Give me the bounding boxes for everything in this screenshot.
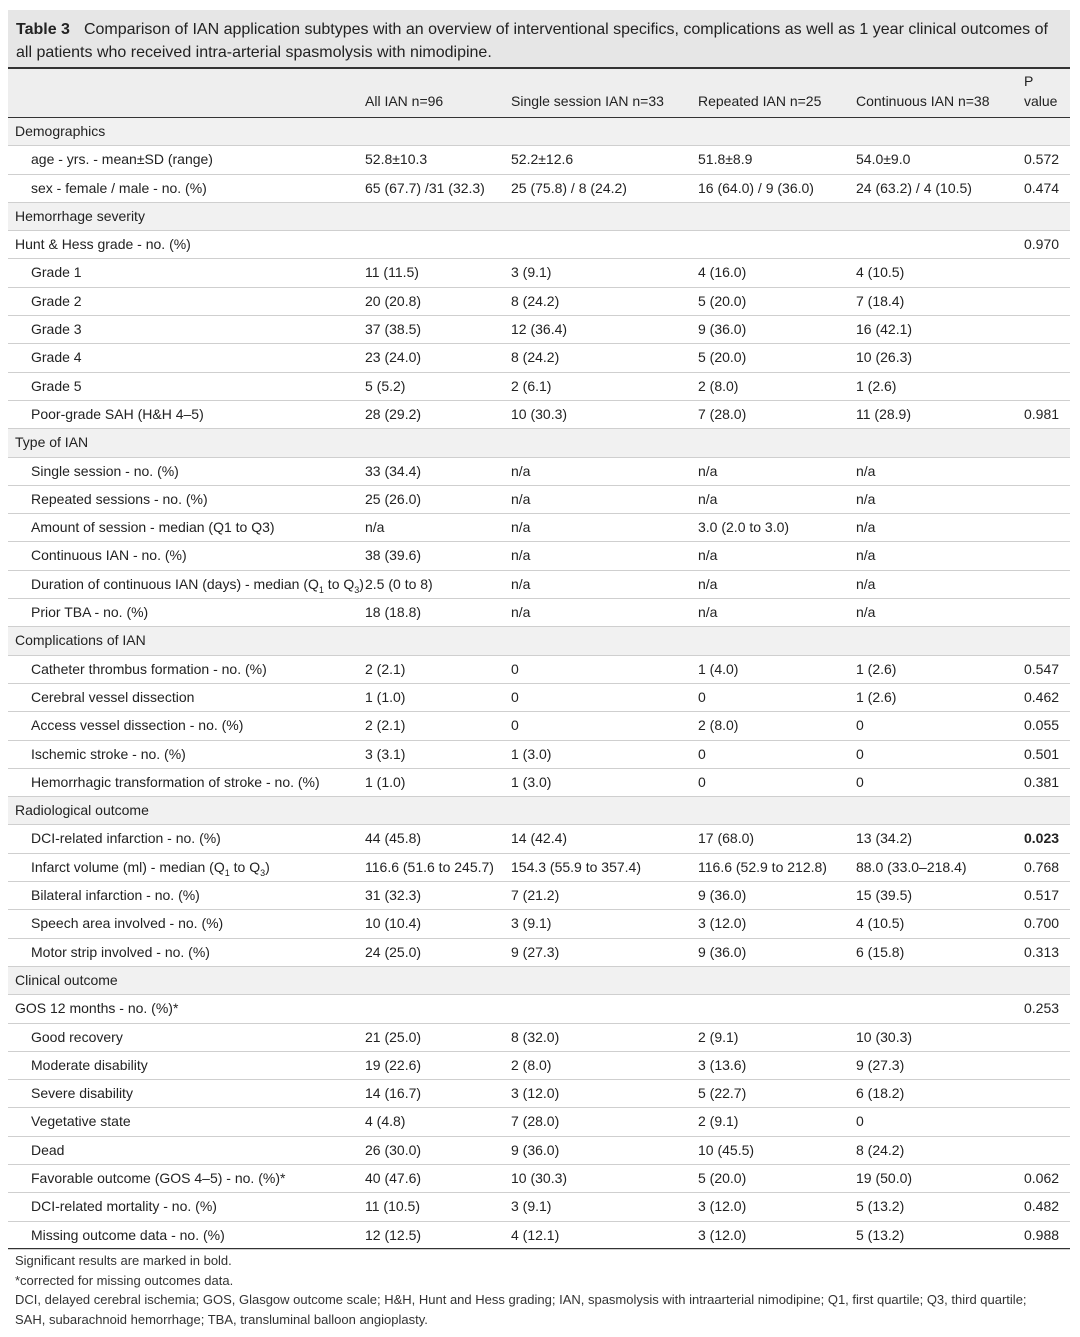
value-cell: 3 (9.1) (511, 1198, 552, 1215)
value-cell: 2 (8.0) (511, 1056, 552, 1073)
row-label (31, 576, 364, 595)
table-row (8, 146, 1070, 174)
header-continuous: Continuous IAN n=38 (856, 93, 990, 109)
label-part: ) (359, 575, 364, 592)
row-label: Cerebral vessel dissection (31, 688, 195, 705)
label-part: ) (265, 858, 270, 875)
row-label: Good recovery (31, 1028, 123, 1045)
section-row (8, 627, 1070, 655)
value-cell: 2 (2.1) (365, 717, 406, 734)
row-label: Hemorrhagic transformation of stroke - no. (%) (31, 773, 320, 790)
value-cell: 14 (16.7) (365, 1085, 422, 1102)
table-row (8, 175, 1070, 203)
value-cell: 1 (3.0) (511, 745, 552, 762)
row-label: GOS 12 months - no. (%)* (15, 1000, 179, 1017)
value-cell: 21 (25.0) (365, 1028, 422, 1045)
table-row (8, 288, 1070, 316)
value-cell: 2 (9.1) (698, 1028, 739, 1045)
section-row (8, 118, 1070, 146)
row-label: Speech area involved - no. (%) (31, 915, 224, 932)
section-label: Type of IAN (15, 434, 89, 451)
header-value: value (1024, 93, 1058, 109)
value-cell: n/a (856, 462, 876, 479)
value-cell: 116.6 (51.6 to 245.7) (365, 858, 494, 875)
table-row (8, 514, 1070, 542)
table-row (8, 1222, 1070, 1250)
label-part: to Q (229, 858, 261, 875)
footnote-abbreviations: DCI, delayed cerebral ischemia; GOS, Glasgow outcome scale; H&H, Hunt and Hess grading; IAN, spasmolysis with intraarterial nimodipine; Q1, first quartile; Q3, third quartile; (15, 1292, 1027, 1307)
section-label: Demographics (15, 123, 106, 139)
p-value-cell: 0.768 (1024, 858, 1060, 875)
value-cell: 24 (63.2) / 4 (10.5) (856, 179, 972, 196)
table-row (8, 684, 1070, 712)
value-cell: 10 (30.3) (511, 405, 568, 422)
section-label: Clinical outcome (15, 971, 118, 988)
value-cell: 1 (2.6) (856, 688, 897, 705)
header-repeated: Repeated IAN n=25 (698, 93, 822, 109)
table-row (8, 825, 1070, 853)
value-cell: 20 (20.8) (365, 292, 422, 309)
row-label: Grade 4 (31, 349, 82, 366)
table-row (8, 231, 1070, 259)
value-cell: 11 (10.5) (365, 1198, 420, 1215)
value-cell: 25 (26.0) (365, 490, 422, 507)
table-row (8, 712, 1070, 740)
value-cell: 1 (1.0) (365, 773, 406, 790)
table-row (8, 1193, 1070, 1221)
value-cell: n/a (698, 547, 718, 564)
row-label: Continuous IAN - no. (%) (31, 547, 187, 564)
p-value-cell: 0.055 (1024, 717, 1060, 734)
value-cell: 2.5 (0 to 8) (365, 575, 433, 592)
value-cell: 2 (8.0) (698, 377, 739, 394)
p-value-cell: 0.501 (1024, 745, 1060, 762)
table-label: Table 3 (16, 21, 70, 38)
row-label: sex - female / male - no. (%) (31, 179, 207, 196)
row-label: DCI-related mortality - no. (%) (31, 1198, 217, 1215)
value-cell: 10 (10.4) (365, 915, 422, 932)
value-cell: 0 (698, 745, 706, 762)
value-cell: 14 (42.4) (511, 830, 568, 847)
footnote-bold: Significant results are marked in bold. (15, 1253, 232, 1268)
p-value-cell: 0.572 (1024, 151, 1060, 168)
row-label: Favorable outcome (GOS 4–5) - no. (%)* (31, 1169, 286, 1186)
value-cell: 3 (13.6) (698, 1056, 747, 1073)
row-label: Hunt & Hess grade - no. (%) (15, 236, 191, 253)
value-cell: 11 (11.5) (365, 264, 419, 281)
value-cell: 51.8±8.9 (698, 151, 753, 168)
label-part: 1 (224, 867, 230, 878)
value-cell: 10 (30.3) (511, 1169, 568, 1186)
value-cell: 15 (39.5) (856, 887, 913, 904)
label-part: 3 (260, 867, 266, 878)
label-part: 3 (354, 584, 360, 595)
value-cell: 11 (28.9) (856, 405, 911, 422)
row-label: Repeated sessions - no. (%) (31, 490, 208, 507)
row-label: Poor-grade SAH (H&H 4–5) (31, 405, 204, 422)
value-cell: 8 (24.2) (856, 1141, 905, 1158)
value-cell: 0 (511, 660, 519, 677)
header-all-ian: All IAN n=96 (365, 93, 444, 109)
table-row (8, 656, 1070, 684)
value-cell: 9 (36.0) (698, 321, 747, 338)
value-cell: 10 (30.3) (856, 1028, 913, 1045)
value-cell: 3 (3.1) (365, 745, 406, 762)
value-cell: 3 (12.0) (698, 1226, 747, 1243)
section-label: Hemorrhage severity (15, 207, 145, 224)
row-label: DCI-related infarction - no. (%) (31, 830, 221, 847)
table-row (8, 599, 1070, 627)
value-cell: 13 (34.2) (856, 830, 913, 847)
p-value-cell: 0.981 (1024, 405, 1060, 422)
p-value-cell: 0.023 (1024, 830, 1060, 847)
row-label: age - yrs. - mean±SD (range) (31, 151, 213, 168)
value-cell: 2 (8.0) (698, 717, 739, 734)
value-cell: 23 (24.0) (365, 349, 422, 366)
value-cell: 3 (12.0) (698, 1198, 747, 1215)
footnote-abbreviations-2: SAH, subarachnoid hemorrhage; TBA, transluminal balloon angioplasty. (15, 1311, 428, 1327)
value-cell: 3 (9.1) (511, 264, 552, 281)
value-cell: 26 (30.0) (365, 1141, 422, 1158)
p-value-cell: 0.462 (1024, 688, 1060, 705)
value-cell: 19 (22.6) (365, 1056, 422, 1073)
table-row (8, 458, 1070, 486)
value-cell: 17 (68.0) (698, 830, 755, 847)
value-cell: 8 (32.0) (511, 1028, 560, 1045)
section-label: Radiological outcome (15, 802, 149, 819)
value-cell: 10 (26.3) (856, 349, 913, 366)
value-cell: 3.0 (2.0 to 3.0) (698, 519, 790, 536)
p-value-cell: 0.381 (1024, 773, 1060, 790)
value-cell: 2 (9.1) (698, 1113, 739, 1130)
table-row (8, 571, 1070, 599)
bottom-rule (8, 1248, 1070, 1249)
row-label: Catheter thrombus formation - no. (%) (31, 660, 267, 677)
value-cell: 54.0±9.0 (856, 151, 911, 168)
row-label: Single session - no. (%) (31, 462, 179, 479)
value-cell: 9 (27.3) (511, 943, 560, 960)
value-cell: 24 (25.0) (365, 943, 422, 960)
table-row (8, 939, 1070, 967)
value-cell: 154.3 (55.9 to 357.4) (511, 858, 641, 875)
value-cell: 5 (13.2) (856, 1226, 905, 1243)
value-cell: 16 (64.0) / 9 (36.0) (698, 179, 814, 196)
value-cell: 65 (67.7) /31 (32.3) (365, 179, 485, 196)
section-row (8, 797, 1070, 825)
value-cell: 52.2±12.6 (511, 151, 574, 168)
section-row (8, 203, 1070, 231)
p-value-cell: 0.062 (1024, 1169, 1060, 1186)
value-cell: 5 (20.0) (698, 292, 747, 309)
p-value-cell: 0.474 (1024, 179, 1060, 196)
value-cell: n/a (698, 462, 718, 479)
value-cell: 2 (2.1) (365, 660, 406, 677)
value-cell: 4 (12.1) (511, 1226, 560, 1243)
row-label: Severe disability (31, 1085, 133, 1102)
value-cell: 7 (28.0) (511, 1113, 560, 1130)
value-cell: 0 (856, 1113, 864, 1130)
value-cell: 31 (32.3) (365, 887, 422, 904)
value-cell: 9 (36.0) (698, 887, 747, 904)
p-value-cell: 0.700 (1024, 915, 1060, 932)
value-cell: 10 (45.5) (698, 1141, 755, 1158)
table-row (8, 542, 1070, 570)
row-label: Grade 3 (31, 321, 82, 338)
row-label: Motor strip involved - no. (%) (31, 943, 210, 960)
label-part: to Q (323, 575, 355, 592)
table-row (8, 1080, 1070, 1108)
value-cell: 0 (511, 717, 519, 734)
label-part: Duration of continuous IAN (days) - median (Q (31, 575, 319, 592)
p-value-cell: 0.482 (1024, 1198, 1060, 1215)
value-cell: 0 (856, 717, 864, 734)
value-cell: 5 (22.7) (698, 1085, 747, 1102)
table-row (8, 373, 1070, 401)
value-cell: 88.0 (33.0–218.4) (856, 858, 967, 875)
value-cell: 5 (20.0) (698, 349, 747, 366)
header-single-session: Single session IAN n=33 (511, 93, 664, 109)
table-footnotes (15, 1251, 1065, 1329)
value-cell: 19 (50.0) (856, 1169, 913, 1186)
row-label: Access vessel dissection - no. (%) (31, 717, 244, 734)
table-row (8, 741, 1070, 769)
value-cell: n/a (511, 462, 531, 479)
table-row (8, 854, 1070, 882)
value-cell: 5 (13.2) (856, 1198, 905, 1215)
table-header (8, 69, 1070, 117)
section-row (8, 429, 1070, 457)
value-cell: 38 (39.6) (365, 547, 422, 564)
row-label: Grade 1 (31, 264, 82, 281)
value-cell: n/a (856, 519, 876, 536)
value-cell: n/a (511, 604, 531, 621)
value-cell: n/a (511, 575, 531, 592)
value-cell: 7 (18.4) (856, 292, 905, 309)
p-value-cell: 0.547 (1024, 660, 1060, 677)
p-value-cell: 0.253 (1024, 1000, 1060, 1017)
value-cell: 16 (42.1) (856, 321, 913, 338)
value-cell: 12 (36.4) (511, 321, 568, 338)
table-row (8, 1024, 1070, 1052)
row-label: Vegetative state (31, 1113, 131, 1130)
table-row (8, 1108, 1070, 1136)
value-cell: 8 (24.2) (511, 292, 560, 309)
value-cell: 9 (36.0) (511, 1141, 560, 1158)
label-part: Infarct volume (ml) - median (Q (31, 858, 225, 875)
p-value-cell: 0.517 (1024, 887, 1060, 904)
table-row (8, 1165, 1070, 1193)
value-cell: 52.8±10.3 (365, 151, 428, 168)
row-label: Moderate disability (31, 1056, 148, 1073)
table-row (8, 769, 1070, 797)
value-cell: n/a (856, 490, 876, 507)
value-cell: 116.6 (52.9 to 212.8) (698, 858, 827, 875)
label-part: 1 (318, 584, 324, 595)
value-cell: 1 (3.0) (511, 773, 552, 790)
header-p: P (1024, 73, 1034, 89)
table-row (8, 882, 1070, 910)
p-value-cell: 0.313 (1024, 943, 1060, 960)
p-value-cell: 0.988 (1024, 1226, 1060, 1243)
value-cell: 0 (856, 773, 864, 790)
value-cell: n/a (511, 490, 531, 507)
table-row (8, 1052, 1070, 1080)
value-cell: 0 (856, 745, 864, 762)
value-cell: 1 (2.6) (856, 660, 897, 677)
value-cell: n/a (365, 519, 385, 536)
value-cell: 6 (15.8) (856, 943, 905, 960)
row-label: Prior TBA - no. (%) (31, 604, 149, 621)
row-label: Dead (31, 1141, 65, 1158)
row-label: Grade 2 (31, 292, 82, 309)
table-caption (8, 10, 1070, 67)
value-cell: 2 (6.1) (511, 377, 552, 394)
table-row (8, 1137, 1070, 1165)
table-row (8, 316, 1070, 344)
footnote-asterisk: *corrected for missing outcomes data. (15, 1272, 234, 1288)
table-row (8, 259, 1070, 287)
value-cell: 37 (38.5) (365, 321, 422, 338)
value-cell: n/a (511, 547, 531, 564)
value-cell: n/a (856, 547, 876, 564)
value-cell: 6 (18.2) (856, 1085, 905, 1102)
value-cell: 3 (12.0) (511, 1085, 560, 1102)
value-cell: 9 (27.3) (856, 1056, 905, 1073)
row-label (31, 859, 270, 878)
value-cell: 18 (18.8) (365, 604, 422, 621)
value-cell: 3 (12.0) (698, 915, 747, 932)
value-cell: 1 (1.0) (365, 688, 406, 705)
value-cell: 0 (698, 688, 706, 705)
value-cell: 4 (4.8) (365, 1113, 406, 1130)
value-cell: 33 (34.4) (365, 462, 422, 479)
value-cell: 4 (16.0) (698, 264, 747, 281)
value-cell: 4 (10.5) (856, 264, 905, 281)
value-cell: 44 (45.8) (365, 830, 422, 847)
value-cell: 9 (36.0) (698, 943, 747, 960)
row-label: Ischemic stroke - no. (%) (31, 745, 186, 762)
table-row (8, 401, 1070, 429)
caption-text: Comparison of IAN application subtypes with an overview of interventional specifics, complications as well as 1 year clinical outcomes of all patients who received intra-arterial spasmolysis with nimodipine. (16, 21, 1048, 61)
row-label: Amount of session - median (Q1 to Q3) (31, 519, 275, 536)
section-label: Complications of IAN (15, 632, 146, 649)
value-cell: 7 (21.2) (511, 887, 560, 904)
section-row (8, 967, 1070, 995)
value-cell: 4 (10.5) (856, 915, 905, 932)
table-body (8, 118, 1070, 1250)
value-cell: 25 (75.8) / 8 (24.2) (511, 179, 627, 196)
table-row (8, 344, 1070, 372)
row-label: Bilateral infarction - no. (%) (31, 887, 200, 904)
value-cell: 12 (12.5) (365, 1226, 422, 1243)
value-cell: n/a (511, 519, 531, 536)
value-cell: n/a (856, 575, 876, 592)
value-cell: n/a (698, 604, 718, 621)
value-cell: 1 (2.6) (856, 377, 897, 394)
row-label: Missing outcome data - no. (%) (31, 1226, 225, 1243)
table-row (8, 486, 1070, 514)
table-row (8, 910, 1070, 938)
table-row (8, 995, 1070, 1023)
value-cell: 5 (5.2) (365, 377, 406, 394)
value-cell: 0 (511, 688, 519, 705)
value-cell: n/a (698, 490, 718, 507)
value-cell: 7 (28.0) (698, 405, 747, 422)
value-cell: 3 (9.1) (511, 915, 552, 932)
value-cell: n/a (698, 575, 718, 592)
value-cell: 1 (4.0) (698, 660, 739, 677)
value-cell: 8 (24.2) (511, 349, 560, 366)
value-cell: n/a (856, 604, 876, 621)
p-value-cell: 0.970 (1024, 236, 1060, 253)
row-label: Grade 5 (31, 377, 82, 394)
value-cell: 5 (20.0) (698, 1169, 747, 1186)
value-cell: 0 (698, 773, 706, 790)
value-cell: 28 (29.2) (365, 405, 422, 422)
value-cell: 40 (47.6) (365, 1169, 422, 1186)
